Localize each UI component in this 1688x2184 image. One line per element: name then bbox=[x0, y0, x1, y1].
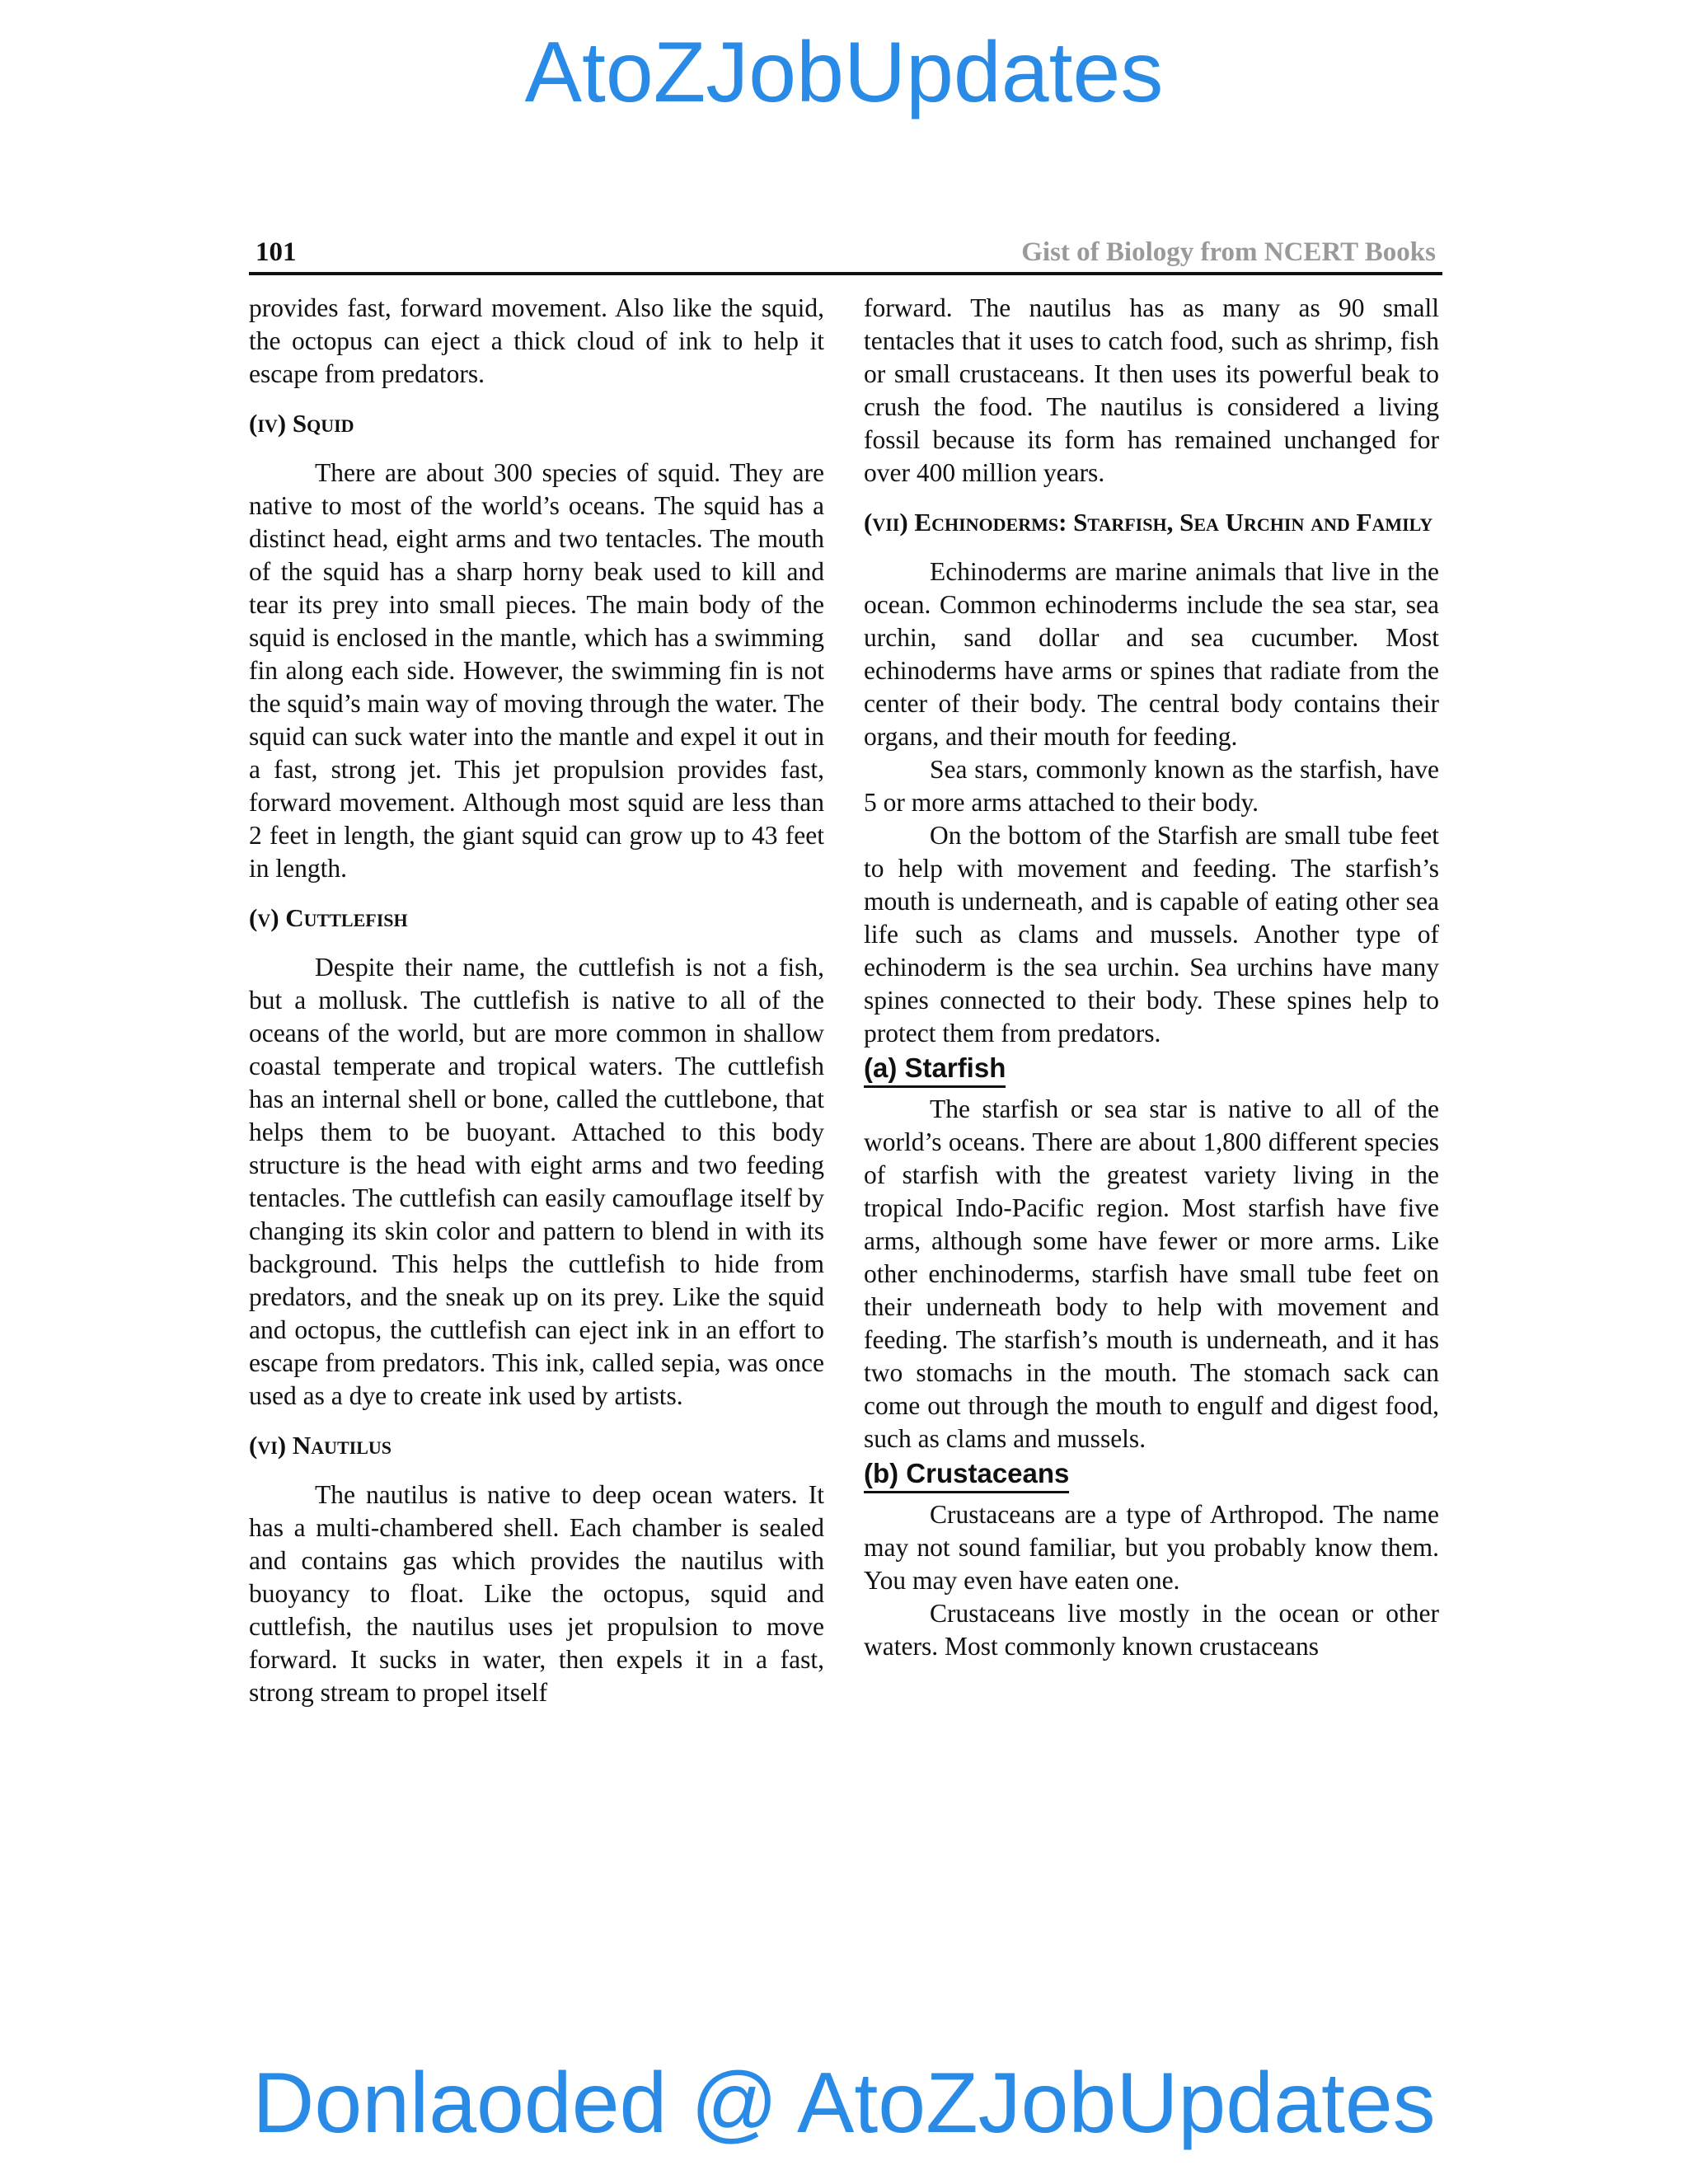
book-title: Gist of Biology from NCERT Books bbox=[1021, 237, 1436, 267]
cuttlefish-paragraph: Despite their name, the cuttlefish is not a fish, but a mollusk. The cuttlefish is native to all of the oceans of the world, but are more common in shallow coastal temperate and tropical waters. The cuttlefish has an internal shell or bone, called the cuttlebone, that helps them to be buoyant. Attached to this body structure is the head with eight arms and two feeding tentacles. The cuttlefish can easily camouflage itself by changing its skin color and pattern to blend in with its background. This helps the cuttlefish to hide from predators, and the sneak up on its prey. Like the squid and octopus, the cuttlefish can eject ink in an effort to escape from predators. This ink, called sepia, was once used as a dye to create ink used by artists. bbox=[249, 953, 824, 1410]
echinoderms-paragraph-3: On the bottom of the Starfish are small tube feet to help with movement and feeding. The starfish’s mouth is underneath, and is capable of eating other sea life such as clams and mussels. Another type of echinoderm is the sea urchin. Sea urchins have many spines connected to their body. These spines help to protect them from predators. bbox=[864, 821, 1439, 1047]
crustaceans-paragraph-1: Crustaceans are a type of Arthropod. The name may not sound familiar, but you probably know them. You may even have eaten one. bbox=[864, 1500, 1439, 1595]
right-column bbox=[864, 292, 1439, 1663]
left-column bbox=[249, 292, 824, 1709]
starfish-paragraph: The starfish or sea star is native to all of the world’s oceans. There are about 1,800 different species of starfish with the greatest variety living in the tropical Indo-Pacific region. Most starfish have five arms, although some have fewer or more arms. Like other enchinoderms, starfish have small tube feet on their underneath body to help with movement and feeding. The starfish’s mouth is underneath, and it has two stomachs in the mouth. The stomach sack can come out through the mouth to engulf and digest food, such as clams and mussels. bbox=[864, 1094, 1439, 1453]
watermark-top: AtoZJobUpdates bbox=[524, 25, 1164, 120]
nautilus-heading: (vi) Nautilus bbox=[249, 1431, 392, 1460]
crustaceans-paragraph-2: Crustaceans live mostly in the ocean or other waters. Most commonly known crustaceans bbox=[864, 1599, 1439, 1661]
nautilus-continuation: forward. The nautilus has as many as 90 small tentacles that it uses to catch food, such as shrimp, fish or small crustaceans. It then uses its powerful beak to crush the food. The nautilus is considered a living fossil because its form has remained unchanged for over 400 million years. bbox=[864, 293, 1439, 487]
page-number: 101 bbox=[256, 237, 297, 267]
starfish-heading: (a) Starfish bbox=[864, 1052, 1006, 1088]
squid-heading: (iv) Squid bbox=[249, 409, 354, 438]
echinoderms-paragraph-1: Echinoderms are marine animals that live in the ocean. Common echinoderms include the sea star, sea urchin, sand dollar and sea cucumber. Most echinoderms have arms or spines that radiate from the center of their body. The central body contains their organs, and their mouth for feeding. bbox=[864, 557, 1439, 751]
nautilus-paragraph: The nautilus is native to deep ocean waters. It has a multi-chambered shell. Each chamber is sealed and contains gas which provides the nautilus with buoyancy to float. Like the octopus, squid and cuttlefish, the nautilus uses jet propulsion to move forward. It sucks in water, then expels it in a fast, strong stream to propel itself bbox=[249, 1480, 824, 1707]
squid-paragraph: There are about 300 species of squid. They are native to most of the world’s oceans. The squid has a distinct head, eight arms and two tentacles. The mouth of the squid has a sharp horny beak used to kill and tear its prey into small pieces. The main body of the squid is enclosed in the mantle, which has a swimming fin along each side. However, the swimming fin is not the squid’s main way of moving through the water. The squid can suck water into the mantle and expel it out in a fast, strong jet. This jet propulsion provides fast, forward movement. Although most squid are less than 2 feet in length, the giant squid can grow up to 43 feet in length. bbox=[249, 458, 824, 883]
cuttlefish-heading: (v) Cuttlefish bbox=[249, 903, 408, 932]
page-header bbox=[249, 232, 1442, 275]
echinoderms-paragraph-2: Sea stars, commonly known as the starfish, have 5 or more arms attached to their body. bbox=[864, 755, 1439, 817]
echinoderms-heading: (vii) Echinoderms: Starfish, Sea Urchin and Family bbox=[864, 508, 1433, 537]
crustaceans-heading: (b) Crustaceans bbox=[864, 1457, 1069, 1493]
octopus-continuation: provides fast, forward movement. Also like the squid, the octopus can eject a thick cloud of ink to help it escape from predators. bbox=[249, 293, 824, 388]
watermark-bottom: Donlaoded @ AtoZJobUpdates bbox=[252, 2055, 1436, 2151]
